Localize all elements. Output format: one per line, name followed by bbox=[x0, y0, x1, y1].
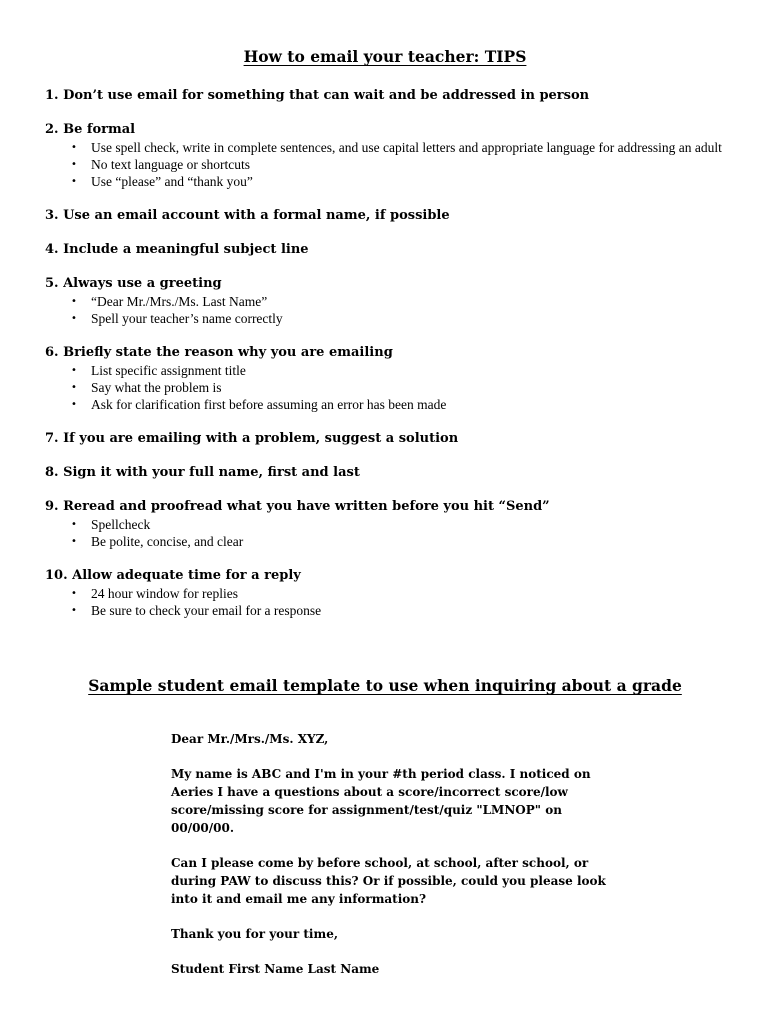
email-signature: Student First Name Last Name bbox=[171, 962, 380, 976]
tip-bullet-text: “Dear Mr./Mrs./Ms. Last Name” bbox=[91, 294, 268, 309]
tip-heading: 10. Allow adequate time for a reply bbox=[45, 568, 301, 583]
tip-heading: 7. If you are emailing with a problem, suggest a solution bbox=[45, 431, 459, 446]
tip-heading: 2. Be formal bbox=[45, 122, 136, 137]
email-closing: Thank you for your time, bbox=[171, 927, 339, 941]
tip-item bbox=[45, 464, 735, 481]
tip-heading: 9. Reread and proofread what you have written before you hit “Send” bbox=[45, 499, 550, 514]
tip-bullet bbox=[69, 379, 735, 396]
tip-bullet bbox=[69, 139, 735, 156]
bullet-icon: • bbox=[71, 159, 77, 170]
tip-bullet-text: Say what the problem is bbox=[91, 380, 222, 395]
tip-bullet bbox=[69, 310, 735, 327]
tip-heading: 3. Use an email account with a formal name, if possible bbox=[45, 208, 450, 223]
tip-heading: 5. Always use a greeting bbox=[45, 276, 222, 291]
tip-item bbox=[45, 207, 735, 224]
bullet-icon: • bbox=[71, 588, 77, 599]
tip-bullet bbox=[69, 516, 735, 533]
bullet-icon: • bbox=[71, 313, 77, 324]
bullet-icon: • bbox=[71, 519, 77, 530]
tip-bullet-list bbox=[45, 362, 735, 413]
bullet-icon: • bbox=[71, 536, 77, 547]
tips-list bbox=[45, 87, 735, 636]
email-body-paragraph-2: Can I please come by before school, at school, after school, or during PAW to discuss this? Or if possible, could you please look into it and email me any information? bbox=[171, 856, 606, 906]
tip-bullet bbox=[69, 585, 735, 602]
tip-bullet-text: 24 hour window for replies bbox=[91, 586, 238, 601]
page-title: How to email your teacher: TIPS bbox=[243, 47, 527, 66]
tip-bullet bbox=[69, 396, 735, 413]
tip-item bbox=[45, 241, 735, 258]
bullet-icon: • bbox=[71, 382, 77, 393]
email-template bbox=[171, 730, 611, 995]
tip-bullet-text: Spell your teacher’s name correctly bbox=[91, 311, 283, 326]
tip-heading: 6. Briefly state the reason why you are emailing bbox=[45, 345, 393, 360]
tip-bullet-text: List specific assignment title bbox=[91, 363, 246, 378]
tip-item bbox=[45, 567, 735, 619]
tip-bullet-text: Ask for clarification first before assuming an error has been made bbox=[91, 397, 447, 412]
tip-item bbox=[45, 275, 735, 327]
tip-bullet-text: No text language or shortcuts bbox=[91, 157, 250, 172]
tip-item bbox=[45, 430, 735, 447]
tip-heading: 1. Don’t use email for something that can wait and be addressed in person bbox=[45, 88, 590, 103]
tip-bullet-list bbox=[45, 516, 735, 550]
bullet-icon: • bbox=[71, 399, 77, 410]
bullet-icon: • bbox=[71, 176, 77, 187]
tip-bullet-text: Spellcheck bbox=[91, 517, 151, 532]
tip-heading: 4. Include a meaningful subject line bbox=[45, 242, 309, 257]
tip-bullet bbox=[69, 602, 735, 619]
tip-item bbox=[45, 498, 735, 550]
tip-bullet-text: Be sure to check your email for a response bbox=[91, 603, 322, 618]
email-body-paragraph-1: My name is ABC and I'm in your #th period class. I noticed on Aeries I have a questions about a score/incorrect score/low score/missing score for assignment/test/quiz "LMNOP" on 00/00/00. bbox=[171, 767, 591, 835]
tip-bullet-list bbox=[45, 293, 735, 327]
tip-item bbox=[45, 344, 735, 413]
bullet-icon: • bbox=[71, 142, 77, 153]
sample-section-title: Sample student email template to use when inquiring about a grade bbox=[88, 676, 682, 695]
tip-heading: 8. Sign it with your full name, first and last bbox=[45, 465, 360, 480]
tip-item bbox=[45, 121, 735, 190]
tip-bullet bbox=[69, 173, 735, 190]
tip-bullet bbox=[69, 293, 735, 310]
tip-bullet-text: Be polite, concise, and clear bbox=[91, 534, 244, 549]
tip-bullet-list bbox=[45, 585, 735, 619]
tip-bullet bbox=[69, 533, 735, 550]
bullet-icon: • bbox=[71, 365, 77, 376]
email-greeting: Dear Mr./Mrs./Ms. XYZ, bbox=[171, 732, 329, 746]
tip-item bbox=[45, 87, 735, 104]
bullet-icon: • bbox=[71, 296, 77, 307]
tip-bullet-text: Use “please” and “thank you” bbox=[91, 174, 253, 189]
tip-bullet-list bbox=[45, 139, 735, 190]
tip-bullet bbox=[69, 156, 735, 173]
bullet-icon: • bbox=[71, 605, 77, 616]
tip-bullet-text: Use spell check, write in complete sentences, and use capital letters and appropriate language for addressing an adult bbox=[91, 140, 722, 155]
tip-bullet bbox=[69, 362, 735, 379]
